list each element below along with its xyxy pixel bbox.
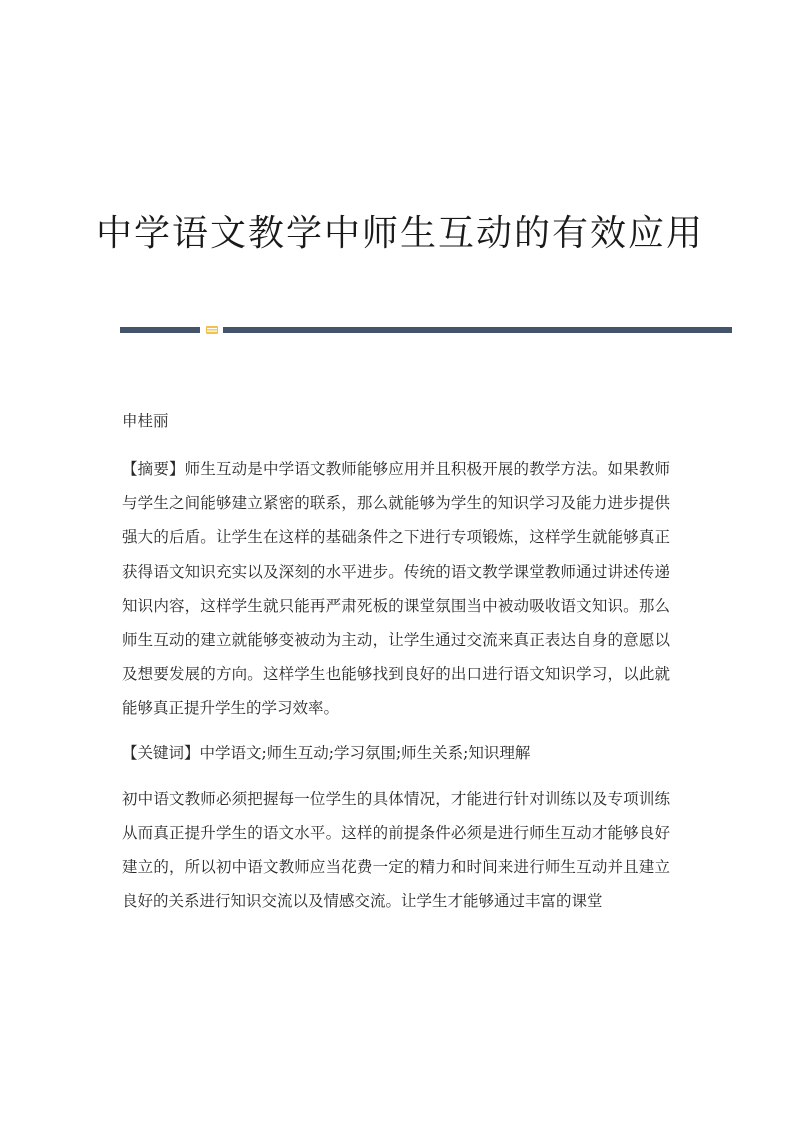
divider-bar-right: [223, 327, 732, 333]
abstract-text: 师生互动是中学语文教师能够应用并且积极开展的教学方法。如果教师与学生之间能够建立紧密的联系，那么就能够为学生的知识学习及能力进步提供强大的后盾。让学生在这样的基础条件之下进行专项锻炼，这样学生就能够真正获得语文知识充实以及深刻的水平进步。传统的语文教学课堂教师通过讲述传递知识内容，这样学生就只能再严肃死板的课堂氛围当中被动吸收语文知识。那么师生互动的建立就能够变被动为主动，让学生通过交流来真正表达自身的意愿以及想要发展的方向。这样学生也能够找到良好的出口进行语文知识学习，以此就能够真正提升学生的学习效率。: [122, 460, 670, 718]
title-divider: [120, 325, 732, 333]
document-title: 中学语文教学中师生互动的有效应用: [95, 213, 704, 255]
keywords-label: 【关键词】: [122, 743, 200, 762]
divider-bar-left: [120, 327, 200, 333]
body-paragraph: 初中语文教师必须把握每一位学生的具体情况，才能进行针对训练以及专项训练从而真正提升学生的语文水平。这样的前提条件必须是进行师生互动才能够良好建立的，所以初中语文教师应当花费一定的精力和时间来进行师生互动并且建立良好的关系进行知识交流以及情感交流。让学生才能够通过丰富的课堂: [122, 789, 670, 911]
keywords-paragraph: [122, 736, 670, 770]
abstract-label: 【摘要】: [122, 460, 185, 478]
document-body: [122, 406, 670, 929]
author-name: 申桂丽: [122, 412, 169, 430]
abstract-paragraph: [122, 452, 670, 726]
keywords-text: 中学语文;师生互动;学习氛围;师生关系;知识理解: [199, 743, 531, 762]
pencil-ornament-icon: [206, 325, 218, 335]
